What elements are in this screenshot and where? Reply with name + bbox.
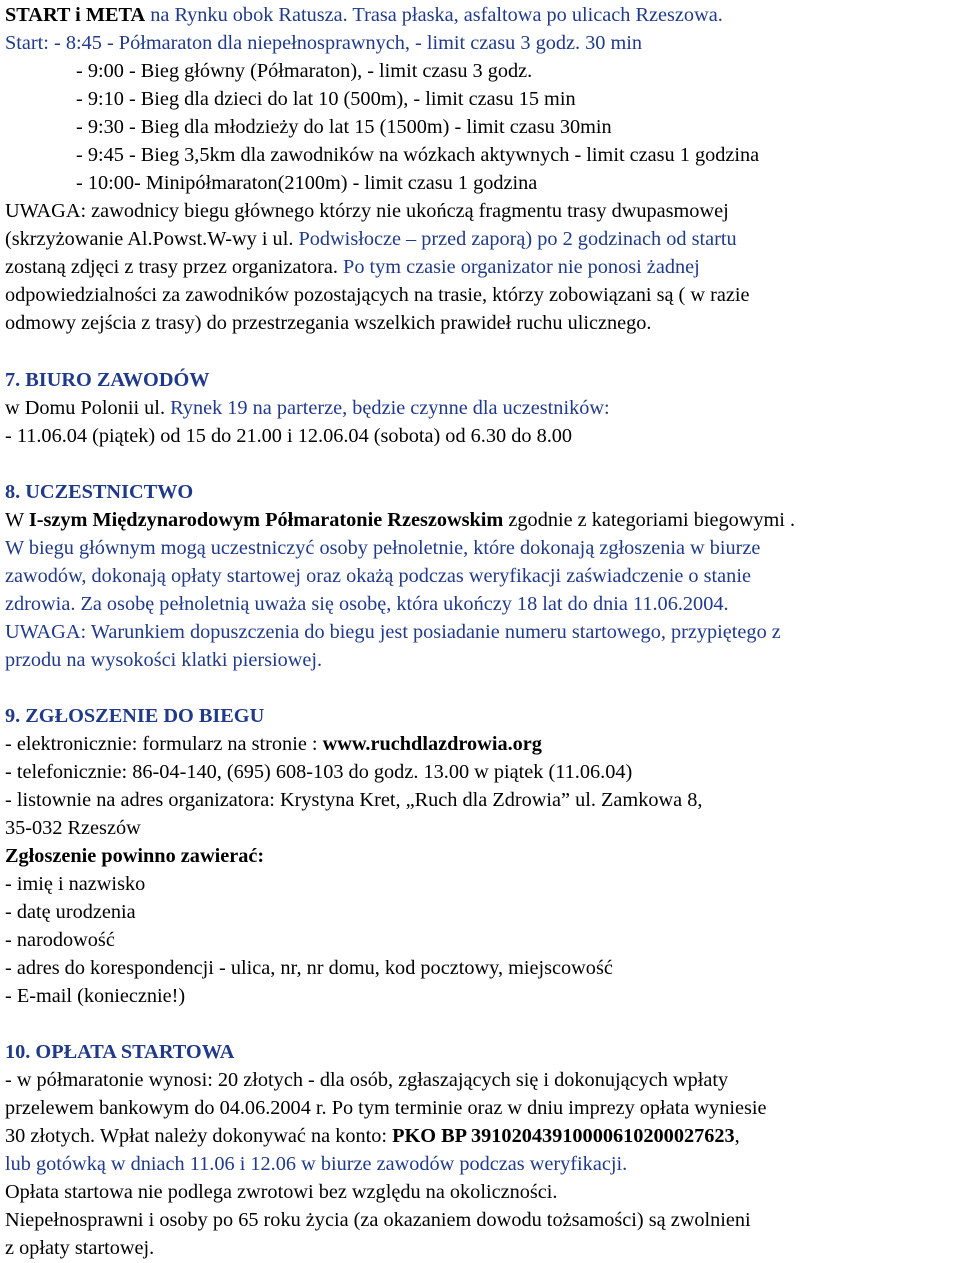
participation-line-4: przodu na wysokości klatki piersiowej. [5,649,323,671]
start-line-5: - 10:00- Minipółmaraton(2100m) - limit czasu 1 godzina [76,172,538,194]
signup-electronic: - elektronicznie: formularz na stronie : www.ruchdlazdrowia.org [5,733,542,755]
fee-line-4: lub gotówką w dniach 11.06 i 12.06 w biurze zawodów podczas weryfikacji. [5,1153,628,1175]
fee-line-1: - w półmaratonie wynosi: 20 złotych - dla osób, zgłaszających się i dokonujących wpłaty [5,1069,729,1091]
signup-item-0: - imię i nazwisko [5,873,146,895]
signup-requirements-heading: Zgłoszenie powinno zawierać: [5,845,265,867]
uwaga-line-0: UWAGA: zawodnicy biegu głównego którzy nie ukończą fragmentu trasy dwupasmowej [5,200,729,222]
start-line-1: - 9:00 - Bieg główny (Półmaraton), - limit czasu 3 godz. [76,60,533,82]
uwaga-line-2: zostaną zdjęci z trasy przez organizatora. Po tym czasie organizator nie ponosi żadnej [5,256,700,278]
fee-line-3: 30 złotych. Wpłat należy dokonywać na konto: PKO BP 39102043910000610200027623, [5,1125,740,1147]
signup-item-4: - E-mail (koniecznie!) [5,985,186,1007]
section-8-heading: 8. UCZESTNICTWO [5,481,194,503]
uwaga-line-4: odmowy zejścia z trasy) do przestrzegania wszelkich prawideł ruchu ulicznego. [5,312,652,334]
fee-line-7: z opłaty startowej. [5,1237,155,1259]
section-9-heading: 9. ZGŁOSZENIE DO BIEGU [5,705,265,727]
start-meta-text: na Rynku obok Ratusza. Trasa płaska, asfaltowa po ulicach Rzeszowa. [145,4,723,26]
office-line-2: - 11.06.04 (piątek) od 15 do 21.00 i 12.06.04 (sobota) od 6.30 do 8.00 [5,425,573,447]
fee-line-2: przelewem bankowym do 04.06.2004 r. Po tym terminie oraz w dniu imprezy opłata wyniesie [5,1097,767,1119]
signup-item-3: - adres do korespondencji - ulica, nr, nr domu, kod pocztowy, miejscowość [5,957,613,979]
office-line-1: w Domu Polonii ul. Rynek 19 na parterze, będzie czynne dla uczestników: [5,397,610,419]
participation-line-0: W biegu głównym mogą uczestniczyć osoby pełnoletnie, które dokonają zgłoszenia w biurze [5,537,761,559]
section-10-heading: 10. OPŁATA STARTOWA [5,1041,235,1063]
participation-line-2: zdrowia. Za osobę pełnoletnią uważa się osobę, która ukończy 18 lat do dnia 11.06.2004. [5,593,729,615]
fee-line-6: Niepełnosprawni i osoby po 65 roku życia (za okazaniem dowodu tożsamości) są zwolnieni [5,1209,751,1231]
start-line-4: - 9:45 - Bieg 3,5km dla zawodników na wózkach aktywnych - limit czasu 1 godzina [76,144,760,166]
signup-item-2: - narodowość [5,929,115,951]
start-meta-heading: START i META [5,4,146,26]
signup-website-link[interactable]: www.ruchdlazdrowia.org [322,733,542,755]
participation-line-1: zawodów, dokonają opłaty startowej oraz okażą podczas weryfikacji zaświadczenie o stanie [5,565,751,587]
uwaga-line-3: odpowiedzialności za zawodników pozostających na trasie, którzy zobowiązani są ( w razie [5,284,750,306]
start-meta-line [5,1,723,29]
uwaga-line-1: (skrzyżowanie Al.Powst.W-wy i ul. Podwisłocze – przed zaporą) po 2 godzinach od startu [5,228,737,250]
signup-mail-line-1: - listownie na adres organizatora: Krystyna Kret, „Ruch dla Zdrowia” ul. Zamkowa 8, [5,789,703,811]
signup-item-1: - datę urodzenia [5,901,136,923]
bank-account: PKO BP 39102043910000610200027623 [392,1125,735,1147]
start-line-0: Start: - 8:45 - Półmaraton dla niepełnosprawnych, - limit czasu 3 godz. 30 min [5,32,643,54]
signup-phone: - telefonicznie: 86-04-140, (695) 608-103 do godz. 13.00 w piątek (11.06.04) [5,761,633,783]
participation-line-3: UWAGA: Warunkiem dopuszczenia do biegu jest posiadanie numeru startowego, przypiętego z [5,621,781,643]
signup-mail-line-2: 35-032 Rzeszów [5,817,141,839]
start-line-3: - 9:30 - Bieg dla młodzieży do lat 15 (1500m) - limit czasu 30min [76,116,612,138]
start-line-2: - 9:10 - Bieg dla dzieci do lat 10 (500m), - limit czasu 15 min [76,88,576,110]
start-label: Start: [5,32,55,54]
participation-intro: W I-szym Międzynarodowym Półmaratonie Rzeszowskim zgodnie z kategoriami biegowymi . [5,509,796,531]
section-7-heading: 7. BIURO ZAWODÓW [5,369,210,391]
fee-line-5: Opłata startowa nie podlega zwrotowi bez względu na okoliczności. [5,1181,558,1203]
